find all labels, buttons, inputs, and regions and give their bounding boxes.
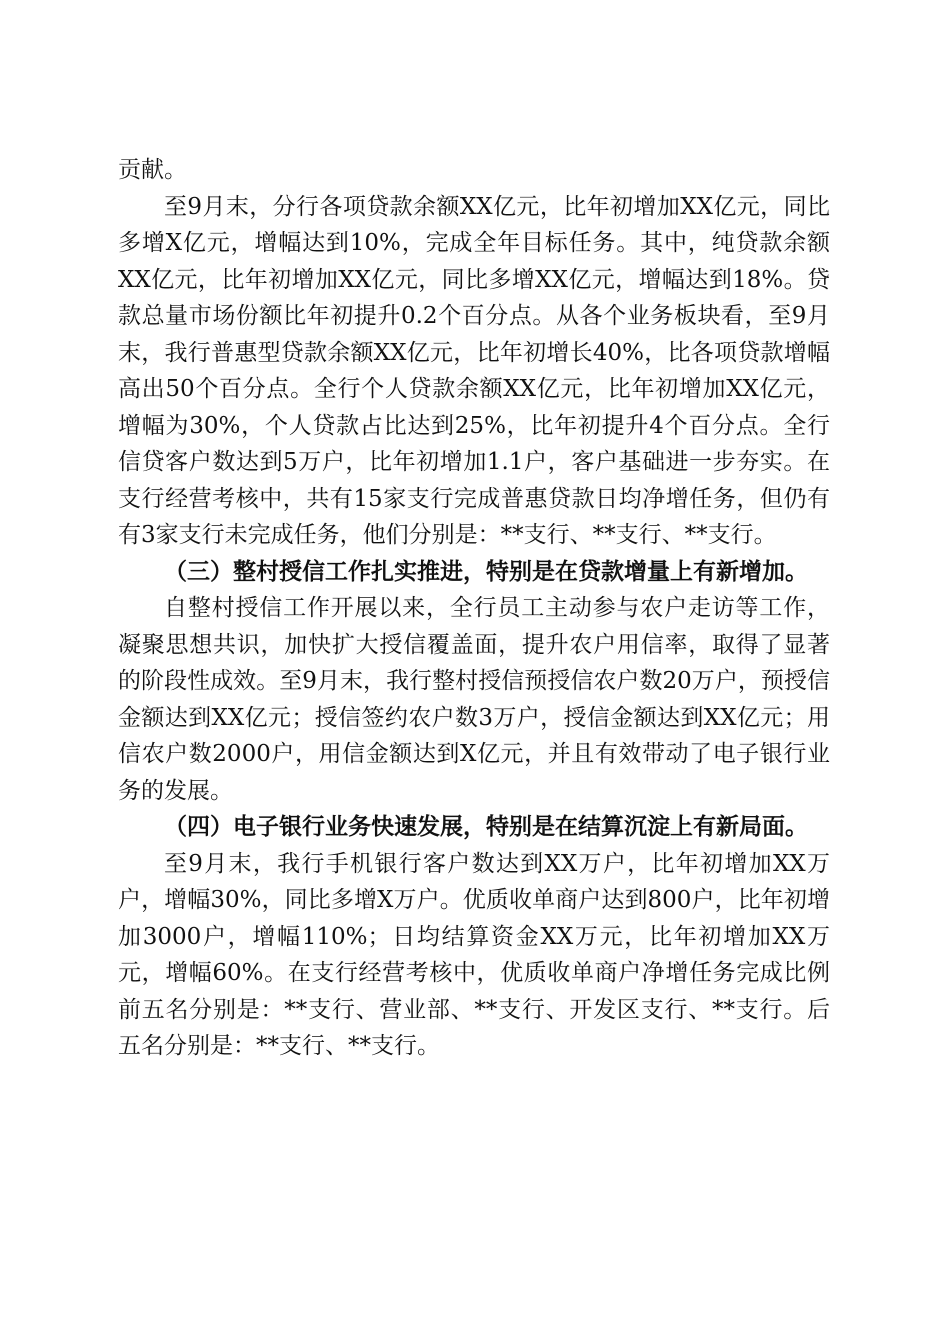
paragraph-village-credit: 自整村授信工作开展以来，全行员工主动参与农户走访等工作，凝聚思想共识，加快扩大授信覆盖面，提升农户用信率，取得了显著的阶段性成效。至9月末，我行整村授信预授信农户数20万户，预授信金额达到XX亿元；授信签约农户数3万户，授信金额达到XX亿元；用信农户数2000户，用信金额达到X亿元，并且有效带动了电子银行业务的发展。 [118, 595, 830, 804]
section-heading-3: （三）整村授信工作扎实推进，特别是在贷款增量上有新增加。 [164, 557, 808, 585]
document-body [118, 152, 830, 1065]
paragraph-loans: 至9月末，分行各项贷款余额XX亿元，比年初增加XX亿元，同比多增X亿元，增幅达到10%，完成全年目标任务。其中，纯贷款余额XX亿元，比年初增加XX亿元，同比多增XX亿元，增幅达到18%。贷款总量市场份额比年初提升0.2个百分点。从各个业务板块看，至9月末，我行普惠型贷款余额XX亿元，比年初增长40%，比各项贷款增幅高出50个百分点。全行个人贷款余额XX亿元，比年初增加XX亿元，增幅为30%，个人贷款占比达到25%，比年初提升4个百分点。全行信贷客户数达到5万户，比年初增加1.1户，客户基础进一步夯实。在支行经营考核中，共有15家支行完成普惠贷款日均净增任务，但仍有有3家支行未完成任务，他们分别是：**支行、**支行、**支行。 [118, 193, 830, 548]
section-heading-4: （四）电子银行业务快速发展，特别是在结算沉淀上有新局面。 [164, 813, 808, 840]
paragraph-e-banking: 至9月末，我行手机银行客户数达到XX万户，比年初增加XX万户，增幅30%，同比多增X万户。优质收单商户达到800户，比年初增加3000户，增幅110%；日均结算资金XX万元，比年初增加XX万元，增幅60%。在支行经营考核中，优质收单商户净增任务完成比例前五名分别是：**支行、营业部、**支行、开发区支行、**支行。后五名分别是：**支行、**支行。 [118, 850, 830, 1059]
paragraph-continuation: 贡献。 [118, 157, 187, 183]
